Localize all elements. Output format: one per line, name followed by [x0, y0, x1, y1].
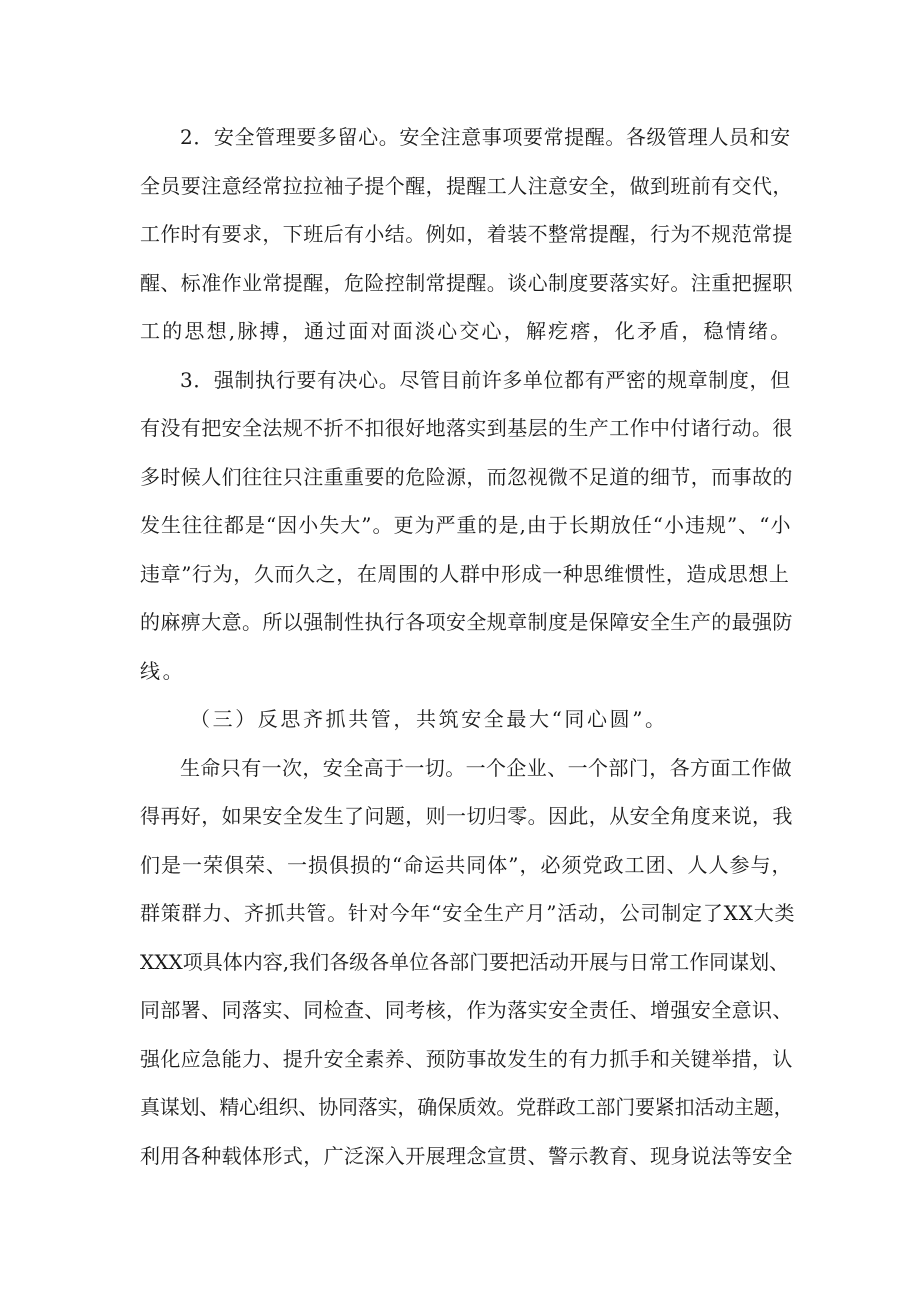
paragraph-3-line-4: 发生往往都是“因小失大”。更为严重的是,由于长期放任“小违规”、“小 [140, 513, 792, 537]
paragraph-4-line-4: 群策群力、齐抓共管。针对今年“安全生产月”活动，公司制定了XX大类 [140, 901, 796, 925]
paragraph-4-line-8: 真谋划、精心组织、协同落实，确保质效。党群政工部门要紧扣活动主题， [140, 1095, 794, 1119]
paragraph-3-line-3: 多时候人们往往只注重重要的危险源，而忽视微不足道的细节，而事故的 [140, 465, 793, 489]
paragraph-4-line-2: 得再好，如果安全发生了问题，则一切归零。因此，从安全角度来说，我 [140, 804, 793, 828]
paragraph-2-line-2: 全员要注意经常拉拉袖子提个醒，提醒工人注意安全，做到班前有交代， [140, 174, 793, 198]
paragraph-4-line-6: 同部署、同落实、同检查、同考核，作为落实安全责任、增强安全意识、 [140, 998, 793, 1022]
paragraph-4-line-7: 强化应急能力、提升安全素养、预防事故发生的有力抓手和关键举措，认 [140, 1047, 793, 1071]
paragraph-2-line-4: 醒、标准作业常提醒，危险控制常提醒。谈心制度要落实好。注重把握职 [140, 271, 793, 295]
paragraph-2-line-5: 工的思想,脉搏，通过面对面淡心交心，解疙瘩，化矛盾，稳情绪。 [140, 319, 793, 343]
paragraph-4-line-9: 利用各种载体形式，广泛深入开展理念宣贯、警示教育、现身说法等安全 [140, 1144, 793, 1168]
paragraph-2-line-3: 工作时有要求，下班后有小结。例如，着装不整常提醒，行为不规范常提 [140, 222, 793, 246]
paragraph-4-line-5: XXX项具体内容,我们各级各单位各部门要把活动开展与日常工作同谋划、 [140, 950, 790, 974]
paragraph-4-line-1: 生命只有一次，安全高于一切。一个企业、一个部门，各方面工作做 [180, 756, 792, 780]
paragraph-3-line-5: 违章”行为，久而久之，在周围的人群中形成一种思维惯性，造成思想上 [140, 562, 790, 586]
paragraph-4-line-3: 们是一荣俱荣、一损俱损的“命运共同体”，必须党政工团、人人参与， [140, 853, 793, 877]
paragraph-3-line-2: 有没有把安全法规不折不扣很好地落实到基层的生产工作中付诸行动。很 [140, 416, 793, 440]
paragraph-3-line-1: 3．强制执行要有决心。尽管目前许多单位都有严密的规章制度，但 [180, 368, 791, 392]
section-heading-three: （三）反思齐抓共管，共筑安全最大“同心圆”。 [190, 707, 668, 731]
paragraph-2-line-1: 2．安全管理要多留心。安全注意事项要常提醒。各级管理人员和安 [180, 125, 791, 149]
paragraph-3-line-7: 线。 [140, 659, 186, 683]
paragraph-3-line-6: 的麻痹大意。所以强制性执行各项安全规章制度是保障安全生产的最强防 [140, 610, 793, 634]
